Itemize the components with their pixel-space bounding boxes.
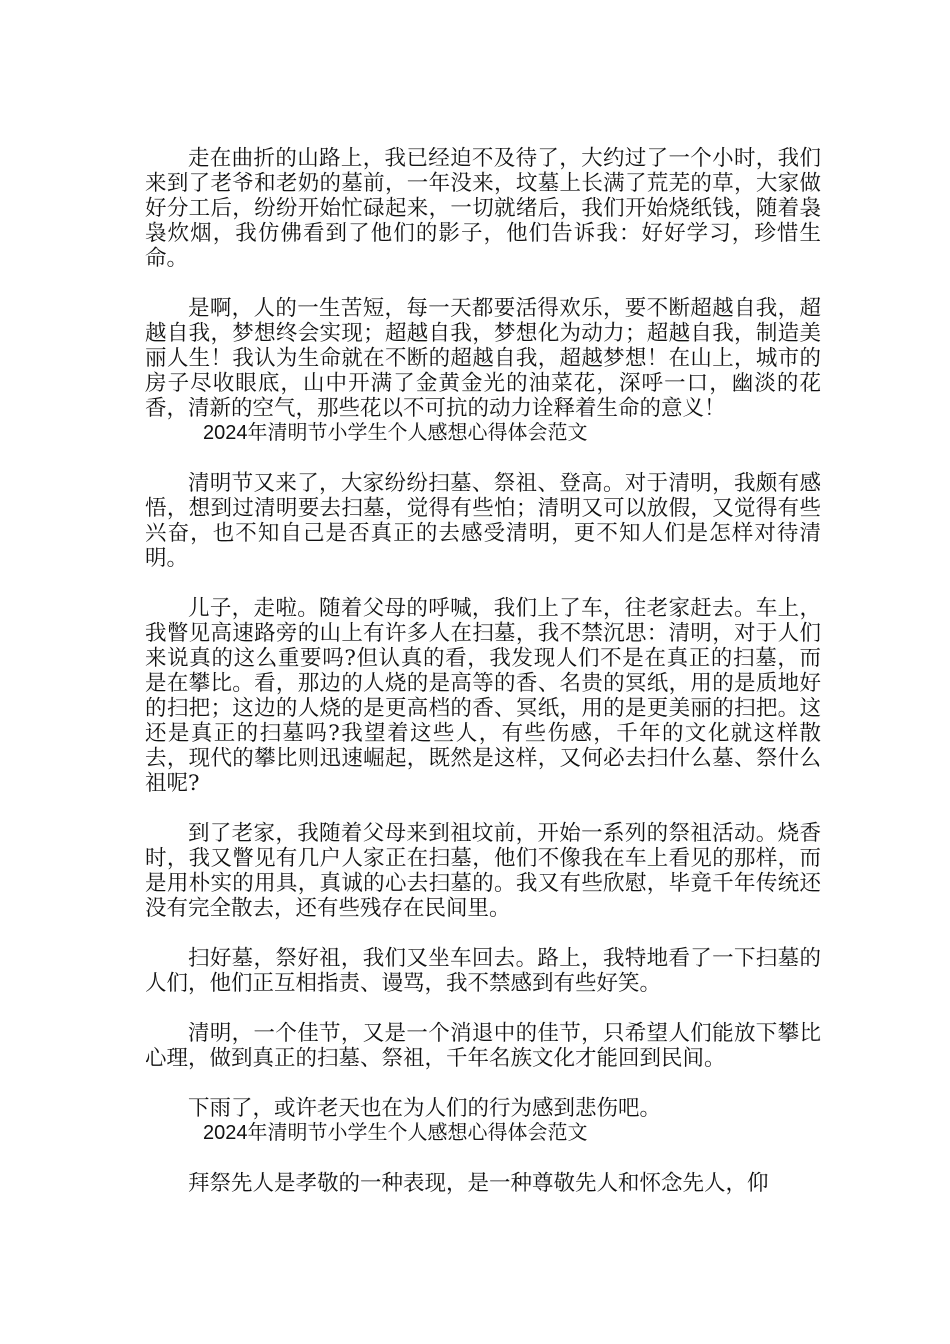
body-paragraph: 清明，一个佳节，又是一个消退中的佳节，只希望人们能放下攀比心理，做到真正的扫墓、祭祖，千年名族文化才能回到民间。 [145, 1021, 821, 1071]
body-paragraph: 扫好墓，祭好祖，我们又坐车回去。路上，我特地看了一下扫墓的人们，他们正互相指责、谩骂，我不禁感到有些好笑。 [145, 946, 821, 996]
body-paragraph: 是啊，人的一生苦短，每一天都要活得欢乐，要不断超越自我，超越自我，梦想终会实现；超越自我，梦想化为动力；超越自我，制造美丽人生！我认为生命就在不断的超越自我，超越梦想！在山上，城市的房子尽收眼底，山中开满了金黄金光的油菜花，深呼一口，幽淡的花香，清新的空气，那些花以不可抗的动力诠释着生命的意义！ [145, 296, 821, 421]
body-paragraph: 儿子，走啦。随着父母的呼喊，我们上了车，往老家赶去。车上，我瞥见高速路旁的山上有许多人在扫墓，我不禁沉思：清明，对于人们来说真的这么重要吗?但认真的看，我发现人们不是在真正的扫墓，而是在攀比。看，那边的人烧的是高等的香、名贵的冥纸，用的是质地好的扫把；这边的人烧的是更高档的香、冥纸，用的是更美丽的扫把。这还是真正的扫墓吗?我望着这些人，有些伤感，千年的文化就这样散去，现代的攀比则迅速崛起，既然是这样，又何必去扫什么墓、祭什么祖呢? [145, 596, 821, 796]
section-heading: 2024年清明节小学生个人感想心得体会范文 [203, 422, 588, 444]
body-paragraph: 下雨了，或许老天也在为人们的行为感到悲伤吧。 [188, 1096, 662, 1121]
body-paragraph: 拜祭先人是孝敬的一种表现，是一种尊敬先人和怀念先人，仰 [188, 1171, 769, 1196]
document-page [145, 146, 821, 1196]
body-paragraph: 到了老家，我随着父母来到祖坟前，开始一系列的祭祖活动。烧香时，我又瞥见有几户人家正在扫墓，他们不像我在车上看见的那样，而是用朴实的用具，真诚的心去扫墓的。我又有些欣慰，毕竟千年传统还没有完全散去，还有些残存在民间里。 [145, 821, 821, 921]
body-paragraph: 清明节又来了，大家纷纷扫墓、祭祖、登高。对于清明，我颇有感悟，想到过清明要去扫墓，觉得有些怕；清明又可以放假，又觉得有些兴奋，也不知自己是否真正的去感受清明，更不知人们是怎样对待清明。 [145, 471, 821, 571]
section-heading: 2024年清明节小学生个人感想心得体会范文 [203, 1122, 588, 1144]
body-paragraph: 走在曲折的山路上，我已经迫不及待了，大约过了一个小时，我们来到了老爷和老奶的墓前，一年没来，坟墓上长满了荒芜的草，大家做好分工后，纷纷开始忙碌起来，一切就绪后，我们开始烧纸钱，随着袅袅炊烟，我仿佛看到了他们的影子，他们告诉我：好好学习，珍惜生命。 [145, 146, 821, 271]
